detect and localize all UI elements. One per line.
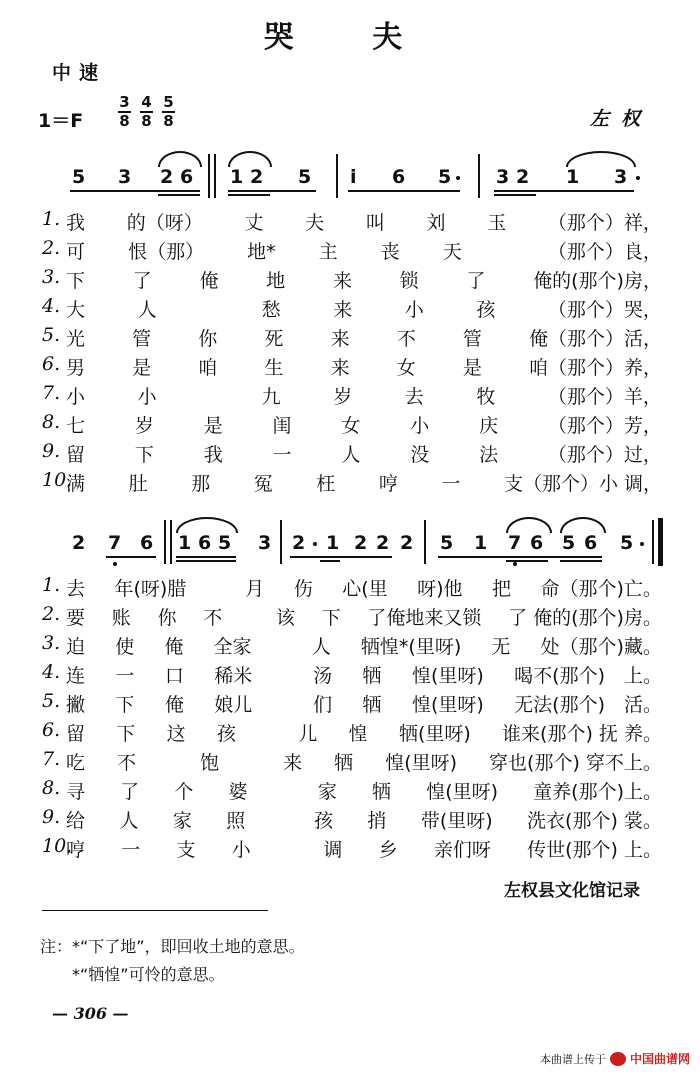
note: 1	[178, 532, 192, 554]
dot	[456, 176, 460, 180]
lyric-line: 2. 要 账 你 不 该 下 了俺地来又锁 了 俺的(那个)房。	[42, 603, 662, 629]
note: 1	[566, 166, 580, 188]
underline	[320, 560, 340, 562]
note: 5	[438, 166, 452, 188]
bar-line	[170, 520, 172, 564]
lyric-line: 1. 去 年(呀)腊 月 伤 心(里 呀)他 把 命（那个)亡。	[42, 574, 662, 600]
note: 6	[198, 532, 212, 554]
lyric-line: 7. 小 小 九 岁 去 牧 （那个）羊，	[42, 382, 662, 408]
bar-line	[424, 520, 426, 564]
key-signature: 1＝F	[38, 110, 84, 132]
slur	[566, 151, 636, 167]
lyric-line: 10. 哼 一 支 小 调 乡 亲们呀 传世(那个) 上。	[42, 835, 662, 861]
underline	[494, 194, 536, 196]
lyric-line: 9. 留 下 我 一 人 没 法 （那个）过，	[42, 440, 662, 466]
lyric-line: 7. 吃 不 饱 来 牺 惶(里呀) 穿也(那个) 穿不上。	[42, 748, 662, 774]
footnote-text: *“下了地”，即回收土地的意思。	[72, 937, 305, 956]
footnote-label: 注：	[40, 937, 73, 956]
note: 2	[160, 166, 174, 188]
note: 7	[508, 532, 522, 554]
lyric-line: 4. 大 人 愁 来 小 孩 （那个）哭，	[42, 295, 662, 321]
dot	[640, 542, 644, 546]
note: 7	[108, 532, 122, 554]
note: 5	[218, 532, 232, 554]
note: i	[350, 166, 357, 188]
site-logo-icon	[610, 1052, 626, 1066]
note: 5	[440, 532, 454, 554]
lyric-line: 2. 可 恨（那） 地* 主 丧 天 （那个）良，	[42, 237, 662, 263]
lyric-line: 5. 撇 下 俺 娘儿 们 牺 惶(里呀) 无法(那个) 活。	[42, 690, 662, 716]
final-bar-line	[652, 520, 654, 564]
note: 3	[258, 532, 272, 554]
underline	[176, 556, 236, 558]
slur	[506, 517, 552, 533]
note: 3	[118, 166, 132, 188]
note: 2	[400, 532, 414, 554]
bar-line	[214, 154, 216, 198]
bar-line	[478, 154, 480, 198]
underline	[106, 556, 156, 558]
note: 1	[326, 532, 340, 554]
watermark-footer	[540, 1050, 690, 1067]
dot	[113, 562, 117, 566]
notation-line-1	[0, 146, 700, 202]
lyric-line: 1. 我 的（呀） 丈 夫 叫 刘 玉 （那个）祥，	[42, 208, 662, 234]
notation-line-2	[0, 512, 700, 568]
lyric-line: 3. 下 了 俺 地 来 锁 了 俺的(那个)房，	[42, 266, 662, 292]
lyric-line: 6. 留 下 这 孩 儿 惶 牺(里呀) 谁来(那个) 抚 养。	[42, 719, 662, 745]
time-signature-1: 3 8	[119, 93, 130, 130]
note: 6	[530, 532, 544, 554]
underline	[70, 190, 200, 192]
note: 2	[72, 532, 86, 554]
note: 6	[180, 166, 194, 188]
note: 1	[474, 532, 488, 554]
underline	[158, 194, 200, 196]
dot	[313, 542, 317, 546]
time-signature-2: 4 8	[141, 93, 152, 130]
lyric-line: 4. 连 一 口 稀米 汤 牺 惶(里呀) 喝不(那个) 上。	[42, 661, 662, 687]
slur	[560, 517, 606, 533]
lyric-line: 3. 迫 使 俺 全家 人 牺惶*(里呀) 无 处（那个)藏。	[42, 632, 662, 658]
lyric-line: 8. 七 岁 是 闺 女 小 庆 （那个）芳，	[42, 411, 662, 437]
region-label: 左权	[589, 108, 652, 130]
underline	[348, 190, 460, 192]
time-signature-3: 5 8	[163, 93, 174, 130]
site-brand: 中国曲谱网	[629, 1052, 690, 1066]
note: 2	[250, 166, 264, 188]
slur	[176, 517, 238, 533]
bar-line	[336, 154, 338, 198]
note: 2	[354, 532, 368, 554]
lyric-line: 9. 给 人 家 照 孩 捎 带(里呀) 洗衣(那个) 裳。	[42, 806, 662, 832]
final-bar-line-thick	[658, 518, 663, 566]
lyric-line: 10. 满 肚 那 冤 枉 哼 一 支（那个）小 调，	[42, 469, 662, 495]
underline	[494, 190, 634, 192]
note: 6	[140, 532, 154, 554]
footnote-1	[40, 934, 305, 957]
note: 5	[562, 532, 576, 554]
bar-line	[208, 154, 210, 198]
tempo-marking: 中速	[52, 62, 107, 84]
note: 6	[392, 166, 406, 188]
note: 5	[298, 166, 312, 188]
lyric-line: 8. 寻 了 个 婆 家 牺 惶(里呀) 童养(那个)上。	[42, 777, 662, 803]
lyric-line: 6. 男 是 咱 生 来 女 是 咱（那个）养，	[42, 353, 662, 379]
credit-line: 左权县文化馆记录	[504, 881, 640, 901]
note: 6	[584, 532, 598, 554]
footnote-2: *“牺惶”可怜的意思。	[72, 965, 225, 984]
underline	[228, 194, 270, 196]
note: 3	[614, 166, 628, 188]
slur	[228, 151, 272, 167]
footer-text: 本曲谱上传于	[539, 1052, 606, 1066]
underline	[228, 190, 316, 192]
page-title: 哭 夫	[263, 20, 437, 55]
page-number: — 306 —	[52, 1004, 129, 1023]
footnote-divider	[42, 910, 268, 911]
dot	[636, 176, 640, 180]
note: 5	[620, 532, 634, 554]
slur	[158, 151, 202, 167]
lyric-line: 5. 光 管 你 死 来 不 管 俺（那个）活，	[42, 324, 662, 350]
note: 5	[72, 166, 86, 188]
note: 2	[292, 532, 306, 554]
underline	[438, 556, 602, 558]
note: 1	[230, 166, 244, 188]
bar-line	[164, 520, 166, 564]
dot	[513, 562, 517, 566]
bar-line	[280, 520, 282, 564]
underline	[290, 556, 392, 558]
underline	[176, 560, 236, 562]
underline	[560, 560, 602, 562]
underline	[506, 560, 548, 562]
note: 2	[376, 532, 390, 554]
note: 2	[516, 166, 530, 188]
note: 3	[496, 166, 510, 188]
